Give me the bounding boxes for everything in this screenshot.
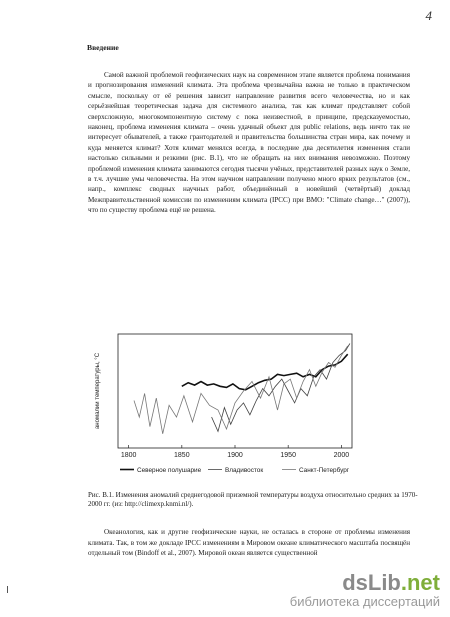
x-tick-label: 2000 [333, 452, 350, 459]
watermark-brand-suffix: .net [400, 570, 440, 595]
watermark-logo [290, 572, 440, 594]
legend-label-2: Владивосток [225, 467, 264, 474]
page-number: 4 [425, 8, 432, 23]
intro-paragraph: Самой важной проблемой геофизических наук на современном этапе является проблема понимания и прогнозирования изменений климата. Эта проблема чрезвычайна важна не только в практическом смысле, поскольку от её решения зависит направление развития всего человечества, но и как серьёзнейшая теоретическая задача для системного анализа, так как климат представляет собой сверхсложную, многокомпонентную систему с пока неизвестной, в принципе, предсказуемостью, наконец, проблема изменения климата – очень удачный объект для public relations, ведь ничто так не интересует обывателей, а также грантодателей и правительства большинства стран мира, как почему и куда меняется климат? Хотя климат менялся всегда, в последние два десятилетия изменения стали настолько сильными и резкими (рис. В.1), что не обращать на них внимания невозможно. Поэтому проблемой изменения климата занимаются сегодня тысячи учёных, представителей разных наук о Земле, в т.ч. лучшие умы человечества. На этом научном направлении получено много ярких результатов (см., напр., комплекс сводных научных работ, объединённый в новейший (четвёртый) доклад Межправительственной комиссии по изменениям климата (IPCC) при ВМО: "Climate change…" (2007)), что по существу проблема ещё не решена. [88, 71, 410, 215]
watermark [290, 572, 440, 609]
body-text-block-2 [88, 527, 410, 559]
temperature-chart [90, 330, 362, 482]
x-tick-label: 1800 [120, 452, 137, 459]
oceanology-paragraph: Океанология, как и другие геофизические науки, не осталась в стороне от проблемы изменения климата. Так, в том же докладе IPCC изменениям в Мировом океане климатического масштаба посвящён отдельный том (Bindoff et al., 2007). Мировой океан является существенной [88, 528, 410, 558]
x-tick-label: 1950 [280, 452, 296, 459]
series-line-1 [182, 354, 348, 390]
plot-frame [118, 334, 352, 448]
margin-mark [7, 586, 8, 593]
x-tick-label: 1900 [227, 452, 243, 459]
watermark-brand: dsLib [342, 570, 401, 595]
y-axis-label: аномалии температуры, °C [95, 352, 101, 430]
watermark-subtitle: библиотека диссертаций [289, 594, 440, 609]
series-line-2 [212, 344, 350, 432]
chart-svg [90, 330, 362, 482]
figure-caption: Рис. В.1. Изменения аномалий среднегодовой приземной температуры воздуха относительно средних за 1970-2000 гг. (из: http://climexp.knmi.nl/). [88, 491, 418, 509]
legend-label-1: Северное полушарие [137, 467, 202, 474]
legend-label-3: Санкт-Петербург [299, 467, 350, 474]
body-text-block [88, 70, 410, 216]
series-line-3 [134, 346, 348, 434]
x-tick-label: 1850 [174, 452, 190, 459]
section-heading: Введение [87, 43, 119, 52]
